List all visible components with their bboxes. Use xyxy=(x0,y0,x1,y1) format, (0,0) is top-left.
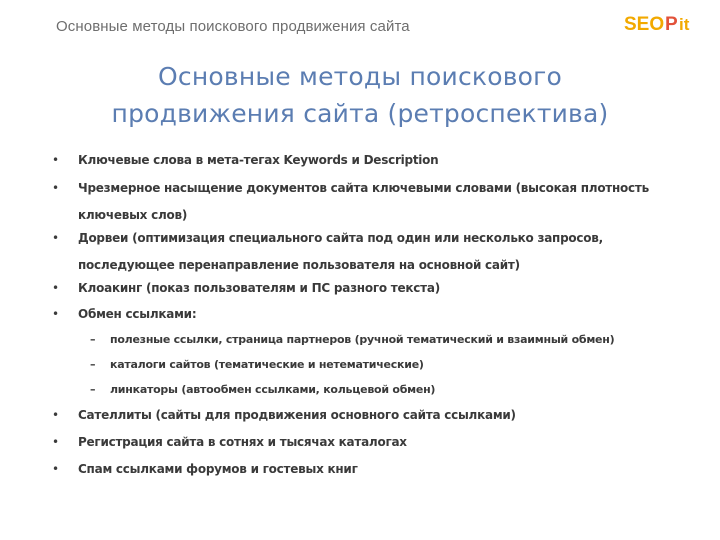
bullet-marker: • xyxy=(52,153,59,167)
logo-p-text: P xyxy=(665,14,678,35)
logo-seo-text: SEO xyxy=(624,14,665,35)
list-item-text: Обмен ссылками: xyxy=(78,307,197,321)
list-item xyxy=(52,301,662,328)
list-item-text: Чрезмерное насыщение документов сайта ключевыми словами (высокая плотность ключевых слов) xyxy=(78,181,649,222)
slide-title-line2: продвижения сайта (ретроспектива) xyxy=(111,99,609,128)
list-item xyxy=(52,147,662,174)
slide-title-line1: Основные методы поискового xyxy=(158,62,562,91)
sub-list-item-text: каталоги сайтов (тематические и нетематические) xyxy=(110,358,424,371)
sub-list-item-text: линкаторы (автообмен ссылками, кольцевой обмен) xyxy=(110,383,436,396)
dash-marker: – xyxy=(90,333,96,346)
logo-it-text: it xyxy=(679,15,690,34)
list-item xyxy=(52,429,662,456)
list-item-text: Ключевые слова в мета-тегах Keywords и Description xyxy=(78,153,439,167)
bullet-marker: • xyxy=(52,281,59,295)
bullet-marker: • xyxy=(52,435,59,449)
sub-list-item xyxy=(90,378,665,402)
header-title: Основные методы поискового продвижения сайта xyxy=(56,18,410,35)
list-item xyxy=(52,456,662,483)
list-item xyxy=(52,402,662,429)
seopult-logo xyxy=(624,10,696,36)
sub-list-item-text: полезные ссылки, страница партнеров (ручной тематический и взаимный обмен) xyxy=(110,333,615,346)
bullet-marker: • xyxy=(52,408,59,422)
list-item-text: Сателлиты (сайты для продвижения основного сайта ссылками) xyxy=(78,408,516,422)
list-item xyxy=(52,275,662,302)
list-item-text: Дорвеи (оптимизация специального сайта под один или несколько запросов, последующее перенаправление пользователя на основной сайт) xyxy=(78,231,603,272)
sub-list-item xyxy=(90,328,665,352)
list-item xyxy=(52,225,662,279)
dash-marker: – xyxy=(90,383,96,396)
bullet-marker: • xyxy=(52,181,59,195)
slide-title xyxy=(60,58,660,132)
list-item-text: Регистрация сайта в сотнях и тысячах каталогах xyxy=(78,435,407,449)
list-item xyxy=(52,175,662,229)
bullet-marker: • xyxy=(52,307,59,321)
sub-list-item xyxy=(90,353,665,377)
bullet-marker: • xyxy=(52,462,59,476)
dash-marker: – xyxy=(90,358,96,371)
list-item-text: Клоакинг (показ пользователям и ПС разного текста) xyxy=(78,281,440,295)
bullet-marker: • xyxy=(52,231,59,245)
list-item-text: Спам ссылками форумов и гостевых книг xyxy=(78,462,358,476)
